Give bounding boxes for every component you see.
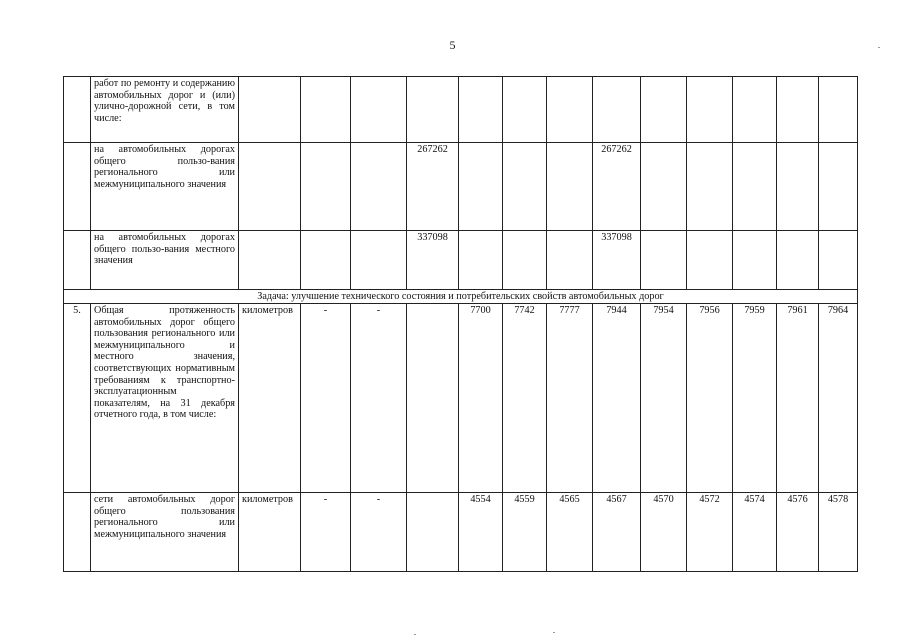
value-cell	[777, 231, 819, 290]
value-cell	[687, 77, 733, 143]
value-cell: 7961	[777, 304, 819, 493]
value-cell: 4576	[777, 493, 819, 572]
value-cell: 4565	[547, 493, 593, 572]
value-cell: -	[301, 304, 351, 493]
scan-speck	[878, 47, 880, 48]
indicator-description-cell: на автомобильных дорогах общего пользо-вания регионального или межмуниципального значения	[91, 143, 239, 231]
value-cell	[459, 143, 503, 231]
table-row-regional	[64, 143, 858, 231]
value-cell: -	[301, 493, 351, 572]
value-cell	[407, 493, 459, 572]
value-cell	[547, 143, 593, 231]
value-cell: 4567	[593, 493, 641, 572]
value-cell: 7964	[819, 304, 858, 493]
value-cell	[301, 143, 351, 231]
value-cell	[733, 77, 777, 143]
scan-speck	[553, 632, 555, 633]
value-cell: -	[351, 493, 407, 572]
value-cell	[407, 304, 459, 493]
indicator-description-cell: сети автомобильных дорог общего пользования регионального или межмуниципального значения	[91, 493, 239, 572]
value-cell: 7959	[733, 304, 777, 493]
value-cell	[301, 231, 351, 290]
scan-speck	[414, 634, 416, 635]
table-row-local	[64, 231, 858, 290]
value-cell: 4578	[819, 493, 858, 572]
value-cell: 7742	[503, 304, 547, 493]
value-cell	[777, 143, 819, 231]
value-cell	[641, 77, 687, 143]
indicators-table	[63, 76, 858, 572]
value-cell: 7777	[547, 304, 593, 493]
value-cell: 267262	[593, 143, 641, 231]
row-number-cell	[64, 77, 91, 143]
table-row-repair	[64, 77, 858, 143]
value-cell	[407, 77, 459, 143]
value-cell	[547, 77, 593, 143]
value-cell: 4572	[687, 493, 733, 572]
value-cell: 267262	[407, 143, 459, 231]
value-cell: 7944	[593, 304, 641, 493]
unit-cell: километров	[239, 493, 301, 572]
value-cell: 7956	[687, 304, 733, 493]
value-cell	[351, 231, 407, 290]
indicator-description-cell: Общая протяженность автомобильных дорог общего пользования регионального или межмуниципального и местного значения, соответствующих нормативным требованиям к транспортно-эксплуатационным показателям, на 31 декабря отчетного года, в том числе:	[91, 304, 239, 493]
value-cell	[733, 231, 777, 290]
row-number-cell	[64, 493, 91, 572]
value-cell: 337098	[407, 231, 459, 290]
value-cell: 4574	[733, 493, 777, 572]
row-number-cell	[64, 231, 91, 290]
value-cell	[641, 231, 687, 290]
unit-cell	[239, 143, 301, 231]
value-cell	[459, 231, 503, 290]
value-cell	[503, 143, 547, 231]
table-row-sub	[64, 493, 858, 572]
value-cell	[301, 77, 351, 143]
value-cell: 4554	[459, 493, 503, 572]
value-cell: -	[351, 304, 407, 493]
value-cell	[777, 77, 819, 143]
value-cell	[351, 143, 407, 231]
value-cell	[503, 231, 547, 290]
value-cell	[503, 77, 547, 143]
value-cell: 7954	[641, 304, 687, 493]
value-cell	[733, 143, 777, 231]
value-cell: 7700	[459, 304, 503, 493]
value-cell	[547, 231, 593, 290]
value-cell	[687, 231, 733, 290]
value-cell	[819, 143, 858, 231]
unit-cell	[239, 231, 301, 290]
row-number-cell	[64, 143, 91, 231]
value-cell	[819, 231, 858, 290]
value-cell	[641, 143, 687, 231]
value-cell	[459, 77, 503, 143]
unit-cell: километров	[239, 304, 301, 493]
task-heading: Задача: улучшение технического состояния и потребительских свойств автомобильных дорог	[64, 290, 858, 304]
value-cell	[819, 77, 858, 143]
table-row-total	[64, 304, 858, 493]
task-row	[64, 290, 858, 304]
value-cell: 4559	[503, 493, 547, 572]
unit-cell	[239, 77, 301, 143]
value-cell: 4570	[641, 493, 687, 572]
page-number: 5	[449, 38, 456, 52]
value-cell	[687, 143, 733, 231]
value-cell	[351, 77, 407, 143]
value-cell	[593, 77, 641, 143]
value-cell: 337098	[593, 231, 641, 290]
indicator-description-cell: на автомобильных дорогах общего пользо-вания местного значения	[91, 231, 239, 290]
indicator-description-cell: работ по ремонту и содержанию автомобильных дорог и (или) улично-дорожной сети, в том числе:	[91, 77, 239, 143]
row-number-cell: 5.	[64, 304, 91, 493]
